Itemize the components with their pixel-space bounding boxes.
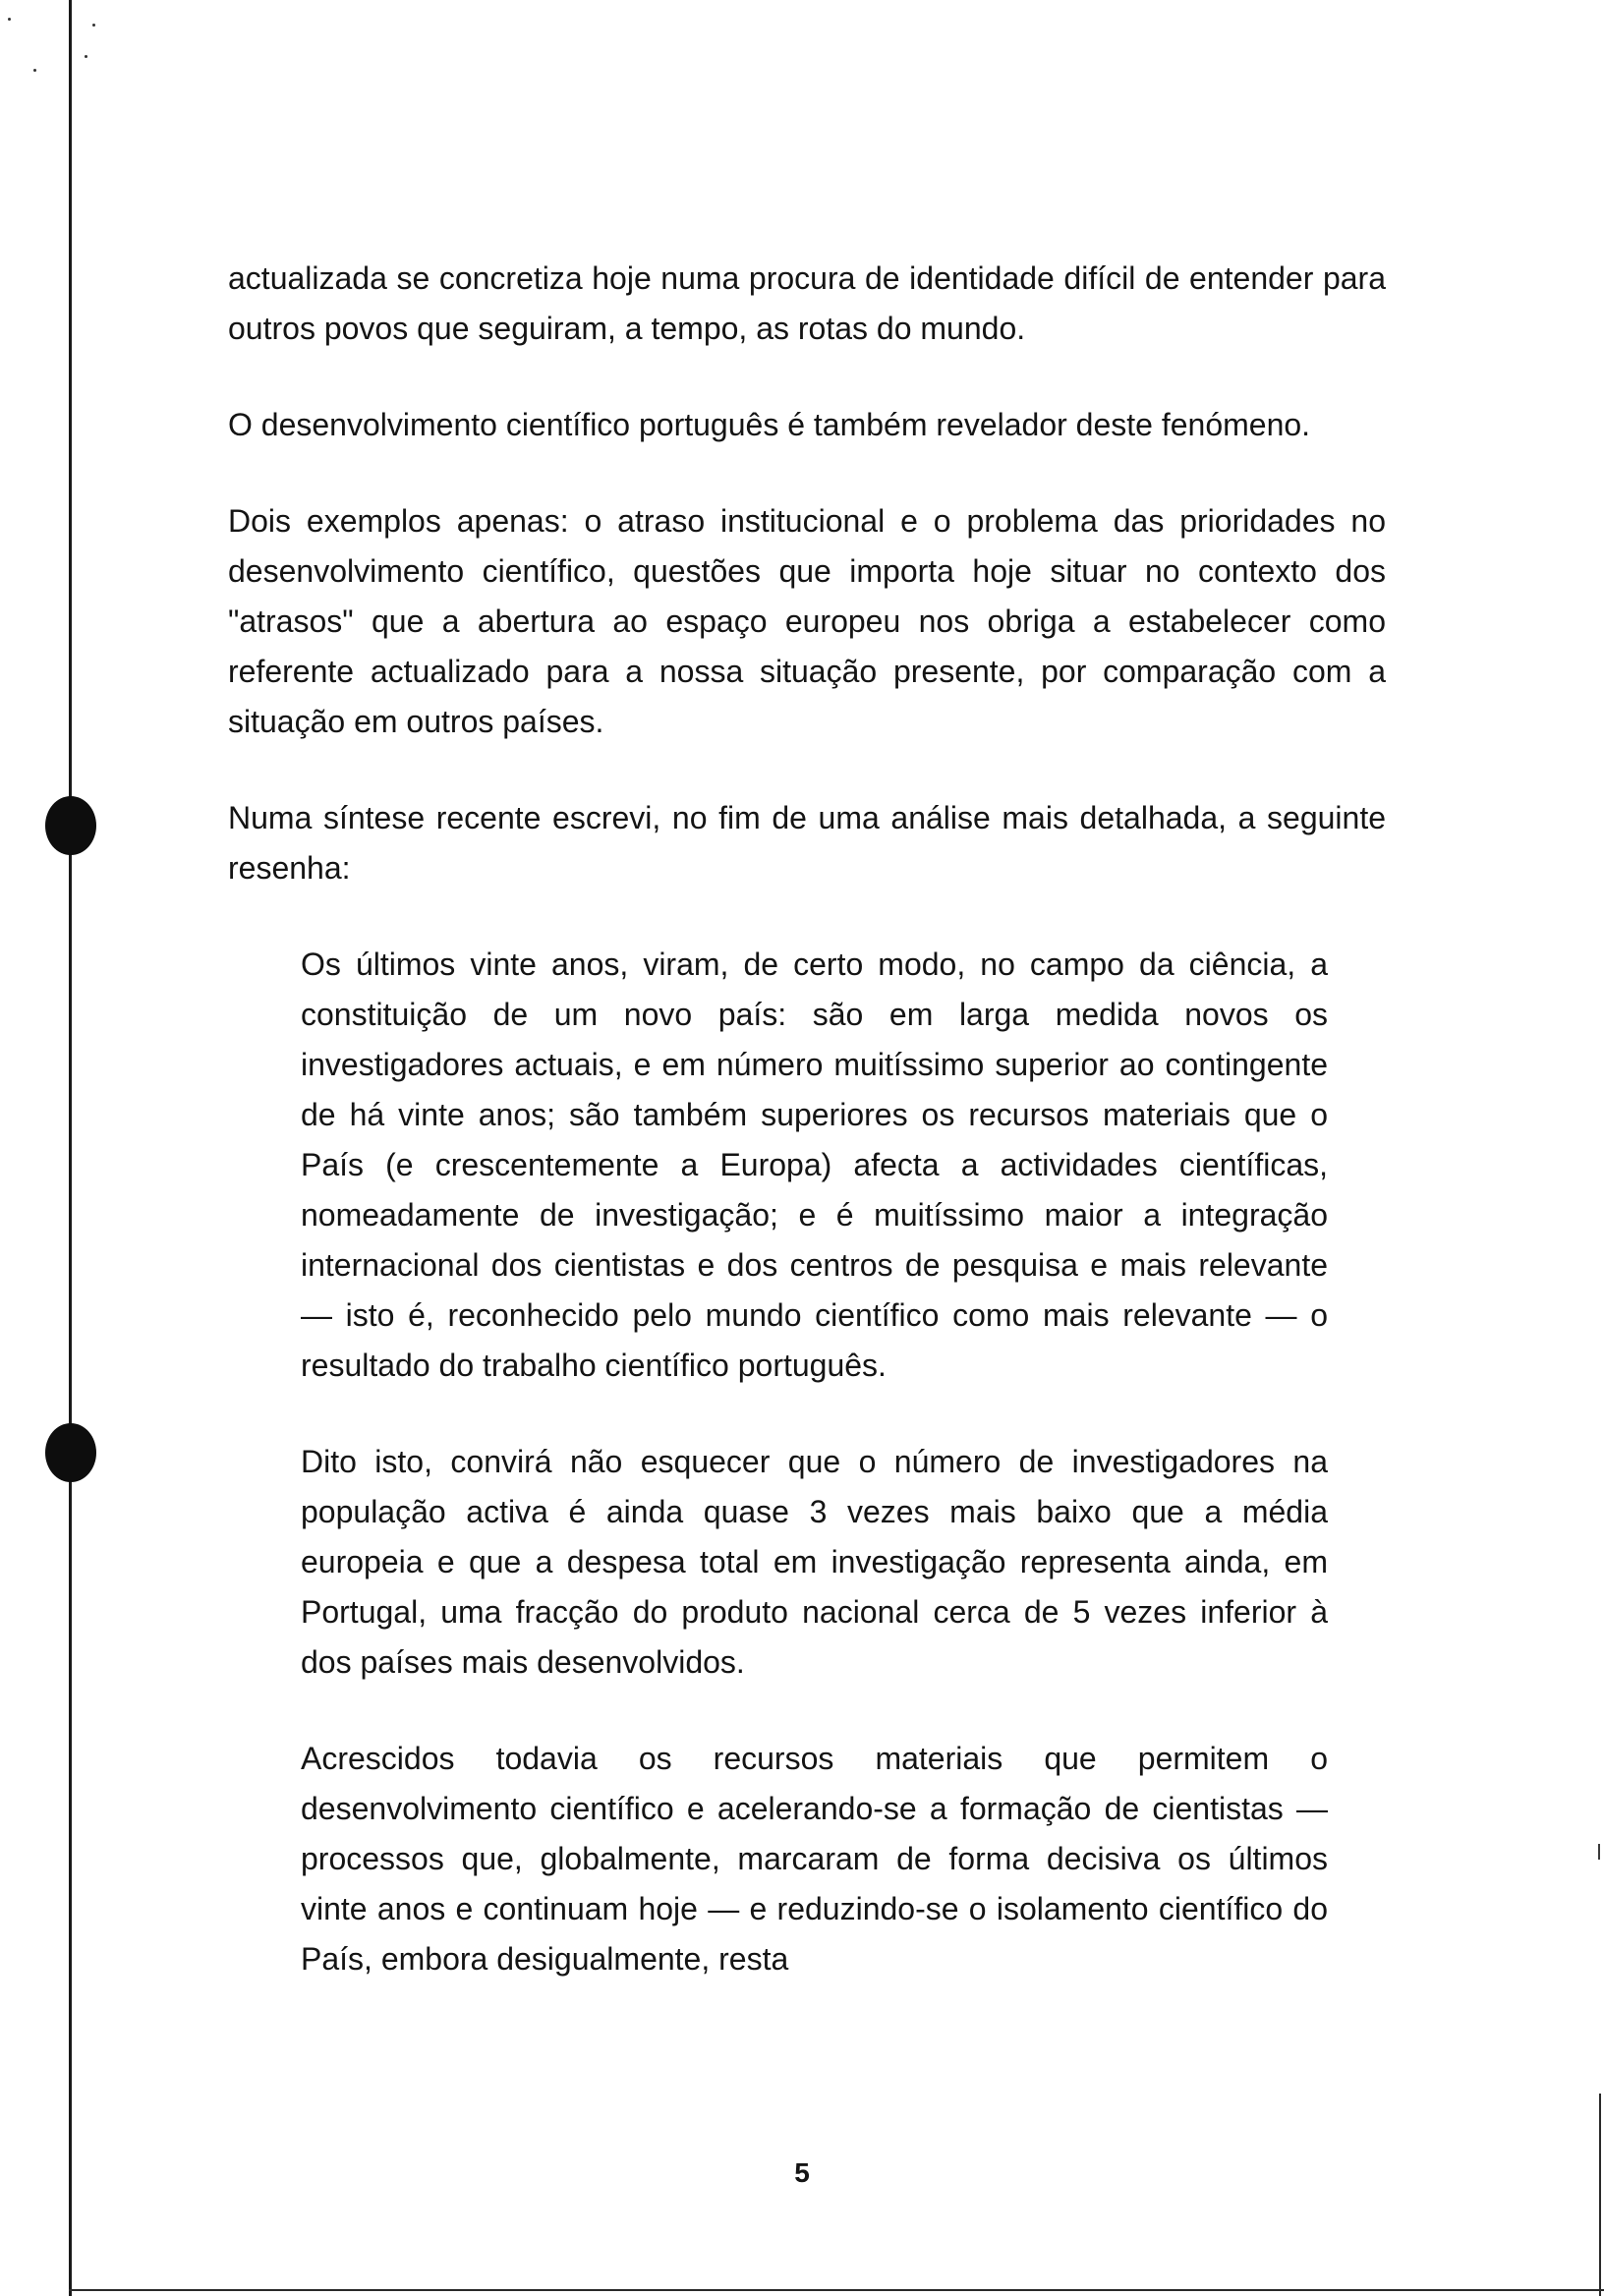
block-quote	[301, 940, 1328, 1984]
paragraph-identity: actualizada se concretiza hoje numa procura de identidade difícil de entender para outros povos que seguiram, a tempo, as rotas do mundo.	[228, 260, 1386, 346]
paragraph-synthesis-intro: Numa síntese recente escrevi, no fim de uma análise mais detalhada, a seguinte resenha:	[228, 800, 1386, 886]
quote-paragraph-researchers-ratio: Dito isto, convirá não esquecer que o número de investigadores na população activa é ainda quase 3 vezes mais baixo que a média europeia e que a despesa total em investigação representa ainda, em Portugal, uma fracção do produto nacional cerca de 5 vezes inferior à dos países mais desenvolvidos.	[301, 1444, 1328, 1680]
punch-hole-top	[45, 796, 96, 855]
paragraph-examples: Dois exemplos apenas: o atraso institucional e o problema das prioridades no desenvolvimento científico, questões que importa hoje situar no contexto dos "atrasos" que a abertura ao espaço europeu nos obriga a estabelecer como referente actualizado para a nossa situação presente, por comparação com a situação em outros países.	[228, 503, 1386, 739]
quote-paragraph-resources: Acrescidos todavia os recursos materiais que permitem o desenvolvimento científico e acelerando-se a formação de cientistas — processos que, globalmente, marcaram de forma decisiva os últimos vinte anos e continuam hoje — e reduzindo-se o isolamento científico do País, embora desigualmente, resta	[301, 1741, 1328, 1977]
scan-speck	[92, 24, 95, 27]
scan-right-mark	[1598, 1844, 1600, 1860]
quote-paragraph-last-twenty-years: Os últimos vinte anos, viram, de certo modo, no campo da ciência, a constituição de um novo país: são em larga medida novos os investigadores actuais, e em número muitíssimo superior ao contingente de há vinte anos; são também superiores os recursos materiais que o País (e crescentemente a Europa) afecta a actividades científicas, nomeadamente de investigação; e é muitíssimo maior a integração internacional dos cientistas e dos centros de pesquisa e mais relevante — isto é, reconhecido pelo mundo científico como mais relevante — o resultado do trabalho científico português.	[301, 947, 1328, 1383]
scan-bottom-edge	[69, 2289, 1604, 2291]
scan-binding-edge	[69, 0, 72, 2296]
page-number: 5	[794, 2157, 810, 2188]
document-body	[228, 254, 1386, 2031]
punch-hole-bottom	[45, 1423, 96, 1482]
scan-right-edge	[1599, 2094, 1601, 2296]
paragraph-scientific-development: O desenvolvimento científico português é também revelador deste fenómeno.	[228, 407, 1311, 442]
scan-speck	[8, 18, 11, 21]
scan-speck	[85, 55, 87, 58]
scan-speck	[33, 69, 36, 72]
